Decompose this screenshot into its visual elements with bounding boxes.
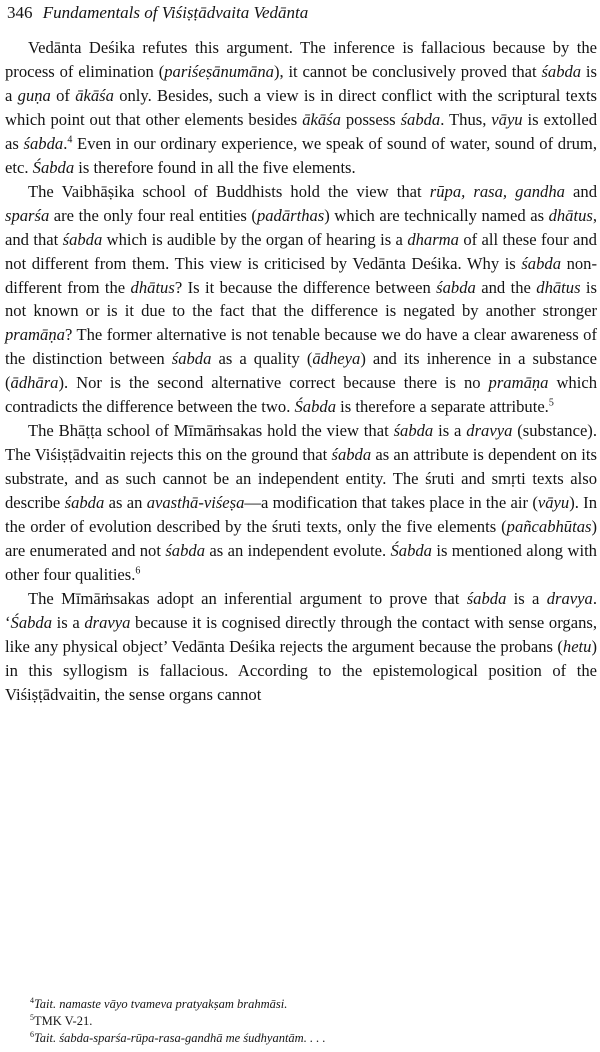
footnote-text: Tait. śabda-sparśa-rūpa-rasa-gandhā me śudhyantām. . . .: [34, 1031, 326, 1045]
italic-term: vāyu: [537, 493, 570, 513]
text-run: is therefore found in all the five elements.: [74, 157, 356, 177]
footnote-ref: 6: [135, 565, 141, 577]
text-run: is a: [52, 612, 85, 632]
italic-term: sparśa: [5, 205, 50, 225]
text-run: is therefore a separate attribute.: [335, 397, 549, 417]
italic-term: śabda: [23, 133, 64, 153]
text-run: possess: [340, 109, 401, 129]
italic-term: śabda: [400, 109, 441, 129]
text-run: ). In the order of evolution described by the śruti texts, only the five elements (: [5, 493, 597, 537]
italic-term: dhātus: [130, 277, 175, 297]
italic-term: guṇa: [17, 85, 51, 105]
footnotes: [30, 996, 590, 1047]
italic-term: dravya: [84, 612, 131, 632]
text-run: ) which are technically named as: [324, 205, 549, 225]
italic-term: śabda: [171, 349, 212, 369]
text-run: —a modification that takes place in the air (: [244, 493, 538, 513]
text-run: is extolled as: [5, 109, 597, 153]
paragraph: [5, 419, 597, 587]
text-run: ) are enumerated and not: [5, 517, 597, 561]
text-run: as an independent evolute.: [205, 541, 391, 561]
italic-term: rūpa, rasa, gandha: [429, 181, 565, 201]
text-run: are the only four real entities (: [49, 205, 257, 225]
italic-term: ākāśa: [302, 109, 341, 129]
italic-term: śabda: [62, 229, 103, 249]
italic-term: hetu: [562, 636, 592, 656]
text-run: . Thus,: [440, 109, 492, 129]
italic-term: dhātus: [536, 277, 581, 297]
text-run: is mentioned along with other four qualities.: [5, 541, 597, 584]
italic-term: Śabda: [390, 541, 432, 561]
text-run: Even in our ordinary experience, we speak of sound of water, sound of drum, etc.: [5, 133, 597, 177]
italic-term: śabda: [541, 61, 582, 81]
footnote: [30, 996, 590, 1013]
footnote-ref: 5: [548, 397, 554, 409]
text-run: Vedānta Deśika refutes this argument. The inference is fallacious because by the process of elimination (: [5, 38, 597, 81]
italic-term: śabda: [331, 445, 372, 465]
italic-term: śabda: [165, 541, 205, 561]
italic-term: pramāṇa: [5, 325, 65, 345]
text-run: ). Nor is the second alternative correct because there is no: [58, 373, 489, 393]
text-run: ? The former alternative is not tenable because we do have a clear awareness of the distinction between: [5, 325, 597, 369]
text-run: of: [50, 85, 76, 105]
text-run: because it is cognised directly through the contact with sense organs, like any physical object’ Vedānta Deśika rejects the argument because the probans (: [5, 612, 597, 656]
text-run: which is audible by the organ of hearing is a: [102, 229, 408, 249]
text-run: as a quality (: [211, 349, 313, 369]
italic-term: ādheya: [312, 349, 361, 369]
text-run: ), it cannot be conclusively proved that: [273, 61, 542, 81]
italic-term: dravya: [466, 421, 513, 441]
body-text: [5, 36, 597, 707]
text-run: is a: [5, 61, 598, 105]
running-header: [7, 2, 308, 24]
text-run: which contradicts the difference between the two.: [5, 373, 597, 417]
text-run: non-different from the: [5, 253, 597, 297]
text-run: The Mīmāṁsakas adopt an inferential argument to prove that: [28, 588, 467, 608]
italic-term: padārthas: [256, 205, 325, 225]
footnote: [30, 1013, 590, 1030]
text-run: as an: [104, 493, 147, 513]
italic-term: pañcabhūtas: [506, 517, 592, 537]
footnote-ref: 4: [67, 134, 73, 146]
paragraph: [5, 587, 597, 707]
text-run: is a: [506, 588, 547, 608]
running-title: Fundamentals of Viśiṣṭādvaita Vedānta: [42, 3, 309, 22]
italic-term: ākāśa: [75, 85, 114, 105]
paragraph: [5, 180, 597, 420]
text-run: (substance). The Viśiṣṭādvaitin rejects this on the ground that: [5, 421, 597, 465]
footnote: [30, 1030, 590, 1047]
italic-term: śabda: [64, 493, 105, 513]
text-run: The Bhāṭṭa school of Mīmāṁsakas hold the view that: [28, 421, 394, 441]
italic-term: avasthā-viśeṣa: [146, 493, 245, 513]
text-run: , and that: [5, 205, 597, 249]
footnote-number: 5: [30, 1012, 34, 1022]
footnote-text: Tait. namaste vāyo tvameva pratyakṣam brahmāsi.: [34, 997, 288, 1011]
italic-term: śabda: [466, 588, 507, 608]
text-run: and: [564, 181, 598, 201]
text-run: of all these four and not different from them. This view is criticised by Vedānta Deśika. Why is: [5, 229, 597, 273]
text-run: as an attribute is dependent on its substrate, and as such cannot be an independent entity. The śruti and smṛti texts also describe: [5, 445, 597, 513]
page-number: 346: [7, 3, 33, 22]
italic-term: śabda: [521, 253, 561, 273]
footnote-number: 6: [30, 1029, 34, 1039]
italic-term: pramāṇa: [488, 373, 549, 393]
text-run: ? Is it because the difference between: [174, 277, 437, 297]
italic-term: dharma: [407, 229, 459, 249]
text-run: and the: [475, 277, 537, 297]
text-run: ) in this syllogism is fallacious. According to the epistemological position of the Viśiṣṭādvaitin, the sense organs cannot: [5, 636, 597, 704]
text-run: ) and its inherence in a substance (: [5, 349, 598, 393]
text-run: .: [63, 133, 68, 153]
text-run: is a: [433, 421, 467, 441]
footnote-text: TMK V-21.: [34, 1014, 93, 1028]
text-run: . ‘: [5, 588, 597, 632]
text-run: is not known or is it due to the fact that the difference is negated by another stronger: [5, 277, 597, 321]
paragraph: [5, 36, 597, 180]
italic-term: ādhāra: [10, 373, 59, 393]
italic-term: śabda: [393, 421, 434, 441]
italic-term: Śabda: [10, 612, 53, 632]
italic-term: Śabda: [294, 397, 336, 417]
italic-term: śabda: [436, 277, 476, 297]
text-run: The Vaibhāṣika school of Buddhists hold the view that: [28, 181, 430, 201]
footnote-number: 4: [30, 995, 34, 1005]
italic-term: pariśeṣānumāna: [164, 61, 274, 81]
italic-term: dravya: [546, 588, 593, 608]
text-run: only. Besides, such a view is in direct conflict with the scriptural texts which point out that other elements besides: [5, 85, 598, 129]
italic-term: Śabda: [32, 157, 75, 177]
italic-term: vāyu: [491, 109, 523, 129]
italic-term: dhātus: [548, 205, 593, 225]
